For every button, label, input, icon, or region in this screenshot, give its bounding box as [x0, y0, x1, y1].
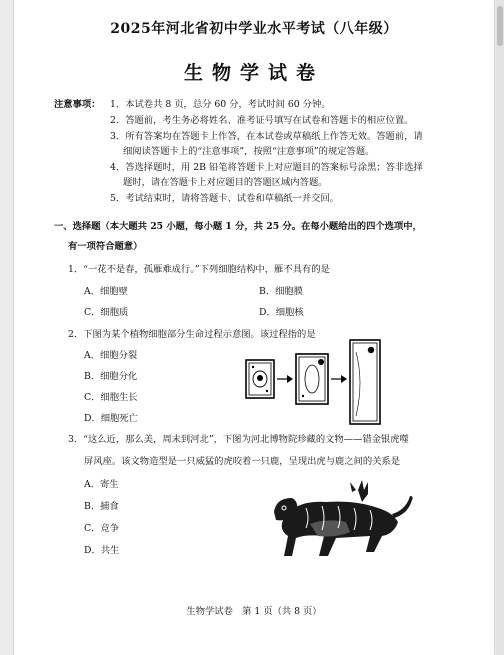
- q3-option-b: B．捕食: [84, 501, 119, 512]
- q2-option-b: B．细胞分化: [84, 371, 138, 382]
- section-heading: 一、选择题（本大题共 25 小题，每小题 1 分，共 25 分。在每小题给出的四个选项中，: [54, 221, 422, 232]
- q3-option-d: D．共生: [84, 545, 120, 556]
- notes-label: 注意事项：: [54, 99, 101, 110]
- tiger-deer-artifact-image: [266, 478, 416, 566]
- section-heading-cont: 有一项符合题意）: [68, 241, 143, 252]
- note-item: 1．本试卷共 8 页，总分 60 分，考试时间 60 分钟。: [110, 99, 331, 110]
- note-item: 4．答选择题时，用 2B 铅笔将答题卡上对应题目的答案标号涂黑；答非选择: [110, 162, 423, 173]
- exam-title: 2025年河北省初中学业水平考试（八年级）: [110, 21, 398, 37]
- note-item: 细阅读答题卡上的“注意事项”，按照“注意事项”的规定答题。: [123, 146, 375, 157]
- scrollbar-thumb[interactable]: [497, 6, 503, 46]
- arrow-right-icon: [331, 375, 347, 383]
- note-item: 题时，请在答题卡上对应题目的答题区域内答题。: [123, 177, 328, 188]
- q2-option-c: C．细胞生长: [84, 392, 138, 403]
- question-2-stem: 2．下图为某个植物细胞部分生命过程示意图。该过程指的是: [68, 329, 316, 340]
- q3-option-c: C．竞争: [84, 523, 120, 534]
- vertical-scrollbar[interactable]: [496, 0, 504, 655]
- note-item: 3．所有答案均在答题卡上作答，在本试卷或草稿纸上作答无效。答题前，请: [110, 131, 423, 142]
- q2-option-a: A．细胞分裂: [84, 350, 138, 361]
- question-3-stem: 3．“这么近，那么美，周末到河北”，下图为河北博物院珍藏的文物——错金银虎噬: [68, 434, 409, 445]
- q1-option-c: C．细胞质: [84, 307, 129, 318]
- q3-option-a: A．寄生: [84, 479, 119, 490]
- question-3-stem-cont: 屏风座。该文物造型是一只威猛的虎咬着一只鹿，呈现出虎与鹿之间的关系是: [84, 456, 401, 467]
- q1-option-d: D．细胞核: [259, 307, 304, 318]
- note-item: 2．答题前，考生务必将姓名、准考证号填写在试卷和答题卡的相应位置。: [110, 115, 414, 126]
- small-cell-icon: [246, 360, 274, 398]
- medium-cell-icon: [296, 354, 328, 404]
- q2-option-d: D．细胞死亡: [84, 413, 138, 424]
- question-1-stem: 1．“一花不是春，孤雁难成行。”下列细胞结构中，雁不具有的是: [68, 264, 330, 275]
- page-footer: 生物学试卷 第 1 页（共 8 页）: [186, 606, 322, 617]
- paper-title: 生物学试卷: [183, 62, 324, 84]
- large-cell-icon: [350, 340, 380, 424]
- arrow-right-icon: [277, 375, 293, 383]
- cell-growth-figure: [232, 338, 382, 426]
- q1-option-a: A．细胞壁: [84, 286, 128, 297]
- note-item: 5．考试结束时，请将答题卡、试卷和草稿纸一并交回。: [110, 193, 340, 204]
- exam-page: [14, 0, 494, 655]
- q1-option-b: B．细胞膜: [259, 286, 304, 297]
